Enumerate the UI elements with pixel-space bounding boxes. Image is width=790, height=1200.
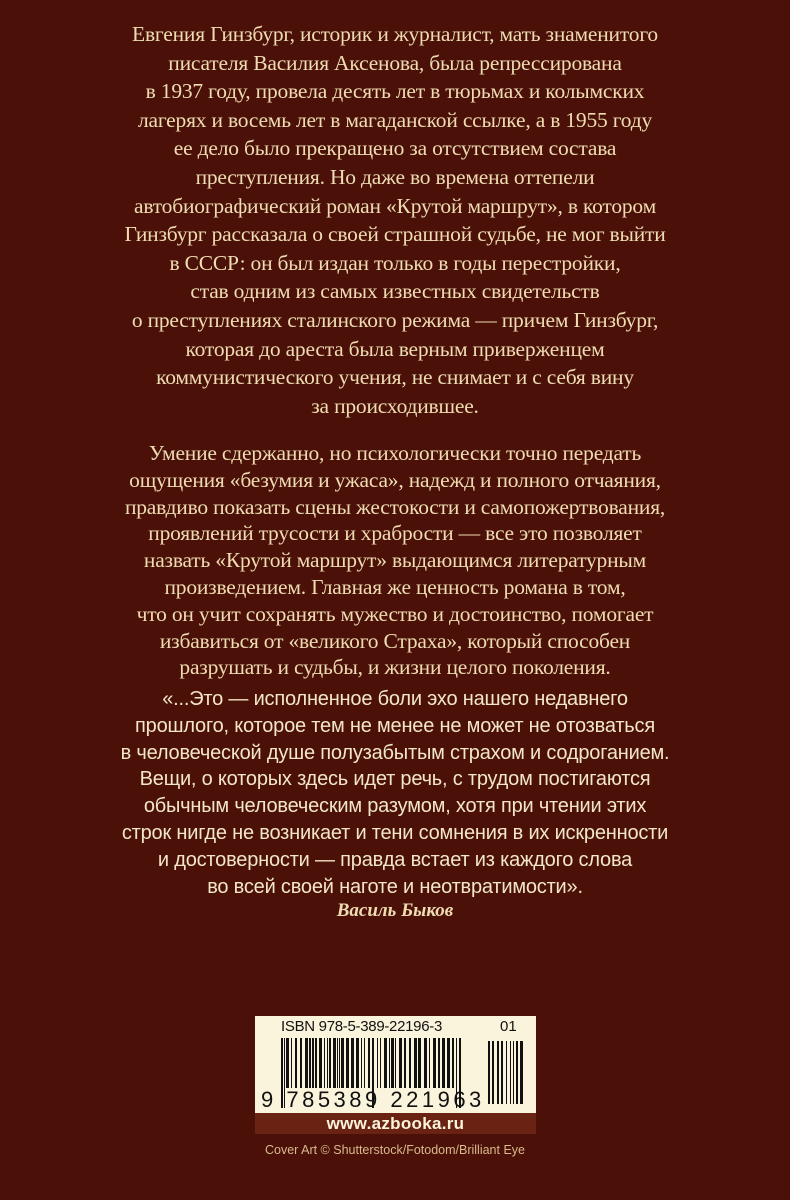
text-line: и достоверности — правда встает из каждого слова bbox=[157, 848, 633, 871]
barcode-bar bbox=[315, 1038, 317, 1088]
text-line: «...Это — исполненное боли эхо нашего недавнего bbox=[162, 688, 628, 710]
barcode-bar bbox=[339, 1038, 340, 1088]
cover-art-credit: Cover Art © Shutterstock/Fotodom/Brilliant Eye bbox=[264, 1143, 525, 1157]
barcode-bar bbox=[501, 1041, 503, 1104]
barcode-bar bbox=[389, 1038, 390, 1088]
barcode-bar bbox=[414, 1038, 417, 1088]
text-line: Умение сдержанно, но психологически точно передать bbox=[148, 441, 642, 465]
text-line: ее дело было прекращено за отсутствием состава bbox=[173, 136, 617, 161]
text-line: в СССР: он был издан только в годы перестройки, bbox=[169, 250, 621, 275]
barcode-bar bbox=[309, 1038, 311, 1088]
text-line: писателя Василия Аксенова, была репрессирована bbox=[168, 50, 622, 75]
text-line: разрушать и судьбы, и жизни целого поколения. bbox=[179, 655, 611, 680]
barcode-bar bbox=[319, 1038, 322, 1088]
text-line: о преступлениях сталинского режима — причем Гинзбург, bbox=[131, 307, 659, 332]
barcode-bar bbox=[429, 1038, 430, 1088]
text-line: коммунистического учения, не снимает и с себя вину bbox=[156, 365, 634, 390]
barcode-bar bbox=[384, 1038, 387, 1088]
text-line: ощущения «безумия и ужаса», надежд и полного отчаяния, bbox=[129, 467, 661, 492]
text-line: преступления. Но даже во времена оттепели bbox=[195, 164, 595, 189]
barcode-bar bbox=[368, 1038, 370, 1088]
barcode-bar bbox=[337, 1038, 338, 1088]
text-line: произведением. Главная же ценность романа в том, bbox=[164, 574, 626, 599]
barcode-bar bbox=[409, 1038, 411, 1088]
barcode-bar bbox=[333, 1038, 336, 1088]
barcode-bar bbox=[346, 1038, 349, 1088]
barcode-bar bbox=[380, 1038, 381, 1088]
barcode-bar bbox=[351, 1038, 354, 1088]
barcode-bar bbox=[513, 1041, 514, 1104]
barcode-bar bbox=[286, 1038, 289, 1088]
review-quote bbox=[0, 686, 790, 900]
text-line: обычным человеческим разумом, хотя при чтении этих bbox=[143, 795, 647, 818]
barcode-bar bbox=[291, 1038, 292, 1088]
text-line: лагерях и восемь лет в магаданской ссылке, а в 1955 году bbox=[137, 107, 653, 132]
text-line: прошлого, которое тем не менее не может не отозваться bbox=[135, 714, 655, 737]
text-line: что он учит сохранять мужество и достоинство, помогает bbox=[136, 601, 654, 626]
barcode-bar bbox=[300, 1038, 302, 1088]
barcode-bar bbox=[391, 1038, 394, 1088]
barcode-bar bbox=[438, 1038, 440, 1088]
text-line: автобиографический роман «Крутой маршрут», в котором bbox=[134, 193, 656, 218]
text-line: став одним из самых известных свидетельств bbox=[190, 279, 600, 304]
text-line: за происходившее. bbox=[311, 393, 479, 418]
text-line: во всей своей наготе и неотвратимости». bbox=[207, 875, 583, 898]
text-line: назвать «Крутой маршрут» выдающимся литературным bbox=[143, 548, 647, 573]
text-line: Евгения Гинзбург, историк и журналист, мать знаменитого bbox=[132, 22, 658, 46]
barcode-bar bbox=[364, 1038, 365, 1088]
barcode-bar bbox=[295, 1038, 297, 1088]
barcode-bar bbox=[442, 1038, 445, 1088]
barcode-bar bbox=[418, 1038, 421, 1088]
text-line: в 1937 году, провела десять лет в тюрьмах и колымских bbox=[145, 79, 645, 104]
isbn-label: ISBN 978-5-389-22196-3 bbox=[281, 1018, 443, 1035]
barcode-bar bbox=[305, 1038, 308, 1088]
barcode-bar bbox=[399, 1038, 402, 1088]
barcode-bar bbox=[520, 1041, 523, 1104]
barcode-bar bbox=[327, 1038, 328, 1088]
barcode-bar bbox=[433, 1038, 436, 1088]
barcode-bar bbox=[488, 1041, 490, 1104]
barcode-bar bbox=[377, 1038, 378, 1088]
barcode-bar bbox=[506, 1041, 507, 1104]
barcode-bar bbox=[341, 1038, 344, 1088]
barcode-bar bbox=[404, 1038, 406, 1088]
barcode-bar bbox=[356, 1038, 359, 1088]
barcode-bar bbox=[447, 1038, 450, 1088]
text-line: правдиво показать сцены жестокости и самопожертвования, bbox=[124, 494, 666, 519]
isbn-barcode bbox=[255, 1016, 536, 1113]
quote-author: Василь Быков bbox=[336, 900, 454, 921]
barcode-digits: 9 785389 221963 bbox=[261, 1087, 485, 1112]
text-line: которая до ареста была верным приверженцем bbox=[185, 336, 605, 361]
barcode-addon-label: 01 bbox=[500, 1018, 517, 1035]
text-line: Вещи, о которых здесь идет речь, с трудом постигаются bbox=[139, 768, 651, 791]
barcode-bar bbox=[452, 1038, 454, 1088]
barcode-bar bbox=[361, 1038, 362, 1088]
text-line: строк нигде не возникает и тени сомнения в их искренности bbox=[121, 821, 669, 844]
text-line: проявлений трусости и храбрости — все это позволяет bbox=[148, 521, 642, 546]
barcode-bar bbox=[424, 1038, 427, 1088]
text-line: в человеческой душе полузабытым страхом и содроганием. bbox=[120, 741, 670, 764]
barcode-bar bbox=[510, 1041, 511, 1104]
description-paragraph-1 bbox=[0, 20, 790, 420]
publisher-url: www.azbooka.ru bbox=[255, 1113, 536, 1134]
barcode-bar bbox=[312, 1038, 314, 1088]
barcode-bar bbox=[492, 1041, 494, 1104]
text-line: Гинзбург рассказала о своей страшной судьбе, не мог выйти bbox=[124, 222, 666, 247]
barcode-bar bbox=[395, 1038, 396, 1088]
description-paragraph-2 bbox=[0, 440, 790, 681]
barcode-bar bbox=[497, 1041, 499, 1104]
barcode-bar bbox=[324, 1038, 325, 1088]
barcode-bar bbox=[516, 1041, 518, 1104]
barcode-bar bbox=[329, 1038, 331, 1088]
text-line: избавиться от «великого Страха», который способен bbox=[159, 628, 631, 653]
